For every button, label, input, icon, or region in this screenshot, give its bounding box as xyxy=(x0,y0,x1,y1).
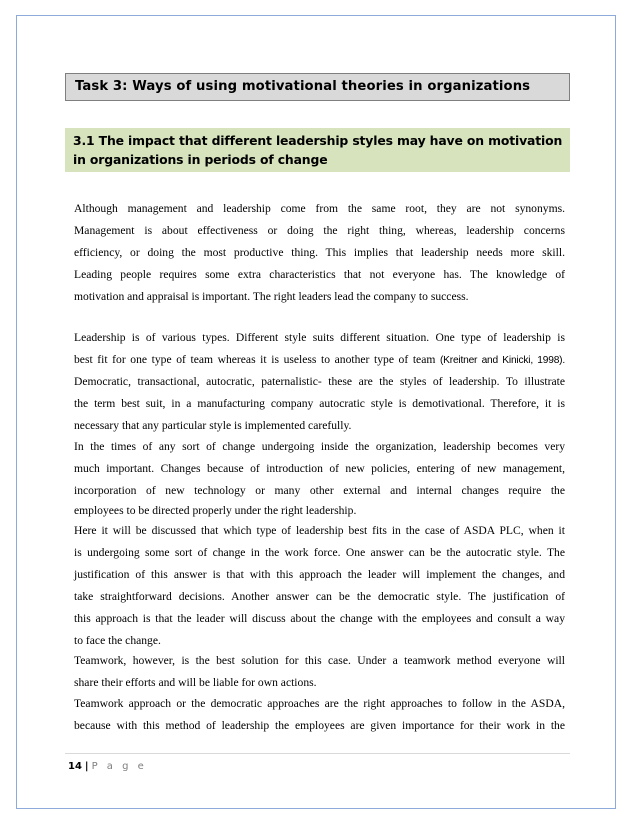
body-line: necessary that any particular style is implemented carefully. xyxy=(74,419,352,432)
page-number: 14 xyxy=(68,761,82,772)
body-line: share their efforts and will be liable for own actions. xyxy=(74,676,317,689)
body-line: employees to be directed properly under the right leadership. xyxy=(74,504,357,517)
body-line xyxy=(74,353,565,368)
body-line-text: best fit for one type of team whereas it is useless to another type of team xyxy=(74,353,436,366)
body-line: the term best suit, in a manufacturing company autocratic style is demotivational. Therefore, it is xyxy=(74,397,565,410)
body-line: much important. Changes because of introduction of new policies, entering of new management, xyxy=(74,462,565,475)
page-footer xyxy=(68,760,147,774)
body-line: In the times of any sort of change undergoing inside the organization, leadership becomes very xyxy=(74,440,565,453)
body-line: Teamwork approach or the democratic approaches are the right approaches to follow in the ASDA, xyxy=(74,697,565,710)
footer-separator: | xyxy=(84,761,89,772)
body-line: justification of this answer is that with this approach the leader will implement the changes, and xyxy=(74,568,565,581)
body-line: Democratic, transactional, autocratic, paternalistic- these are the styles of leadership. To illustrate xyxy=(74,375,565,388)
citation: (Kreitner and Kinicki, 1998). xyxy=(439,355,565,366)
body-line: Here it will be discussed that which type of leadership best fits in the case of ASDA PLC, when it xyxy=(74,524,565,537)
body-line: Management is about effectiveness or doing the right thing, whereas, leadership concerns xyxy=(74,224,565,237)
task-heading: Task 3: Ways of using motivational theories in organizations xyxy=(65,73,570,101)
section-heading-line-2: in organizations in periods of change xyxy=(73,152,328,167)
footer-rule xyxy=(65,753,570,754)
body-line: because with this method of leadership the employees are given importance for their work in the xyxy=(74,719,565,732)
section-heading-line-1: 3.1 The impact that different leadership styles may have on motivation xyxy=(73,133,563,148)
body-line: Teamwork, however, is the best solution for this case. Under a teamwork method everyone will xyxy=(74,654,565,667)
body-line: to face the change. xyxy=(74,634,161,647)
body-line: this approach is that the leader will discuss about the change with the employees and consult a way xyxy=(74,612,565,625)
page-label: P a g e xyxy=(91,761,147,772)
body-line: efficiency, or doing the most productive thing. This implies that leadership needs more skill. xyxy=(74,246,565,259)
body-line: motivation and appraisal is important. The right leaders lead the company to success. xyxy=(74,290,469,303)
body-line: Although management and leadership come from the same root, they are not synonyms. xyxy=(74,202,565,215)
body-line: take straightforward decisions. Another answer can be the democratic style. The justification of xyxy=(74,590,565,603)
body-line: is undergoing some sort of change in the work force. One answer can be the autocratic style. The xyxy=(74,546,565,559)
body-line: Leadership is of various types. Different style suits different situation. One type of leadership is xyxy=(74,331,565,344)
body-line: Leading people requires some extra characteristics that not everyone has. The knowledge of xyxy=(74,268,565,281)
body-line: incorporation of new technology or many other external and internal changes require the xyxy=(74,484,565,497)
section-heading xyxy=(65,128,570,172)
